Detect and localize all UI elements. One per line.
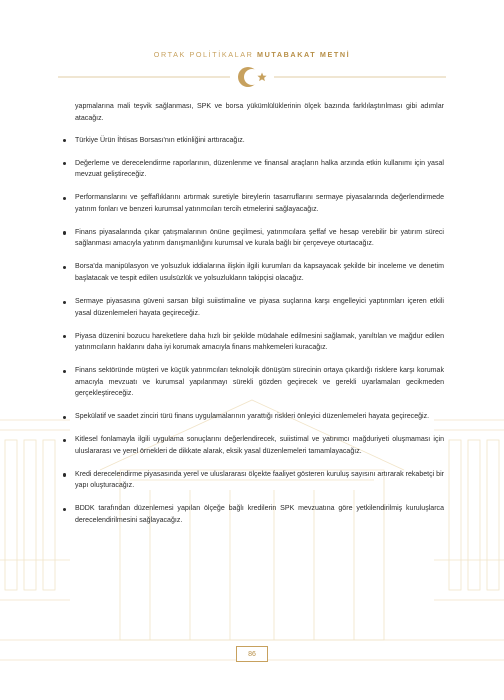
- lead-paragraph: yapmalarına mali teşvik sağlanması, SPK ve borsa yükümlülüklerinin ölçek bazında farklılaştırılması gibi adımlar atacağız.: [75, 103, 444, 122]
- list-item-text: BDDK tarafından düzenlemesi yapılan ölçeğe bağlı kredilerin SPK mevzuatına göre yetkilendirilmiş kuruluşlarca derecelendirilmesini sağlayacağız.: [75, 505, 444, 525]
- page-number: 86: [236, 646, 268, 662]
- bullet-list: [62, 135, 444, 527]
- list-item: [62, 411, 444, 423]
- list-item-text: Finans piyasalarında çıkar çatışmalarının önüne geçilmesi, yatırımcılara şeffaf ve hesap verebilir bir yatırım süreci sağlanması amacıyla yatırım danışmanlığını kurumsal ve kurala bağlı bir çerçeveye oturtacağız.: [75, 228, 444, 248]
- list-item-text: Performanslarını ve şeffaflıklarını artırmak suretiyle bireylerin tasarruflarını sermaye piyasalarında değerlendirmede yatırım fonları ve benzeri kurumsal yatırımcıları tercih etmelerini sağlayacağız.: [75, 194, 444, 213]
- bullet-icon: [63, 473, 66, 476]
- list-item-text: Piyasa düzenini bozucu hareketlere daha hızlı bir şekilde müdahale edilmesini sağlamak, yanıltılan ve mağdur edilen yatırımcıların haklarını daha iyi korumak amacıyla finans mahkemeleri kuracağız.: [75, 332, 444, 352]
- body-content: [62, 101, 444, 538]
- list-item-text: Sermaye piyasasına güveni sarsan bilgi suiistimaline ve piyasa suçlarına karşı engelleyici yaptırımları içeren etkili yasal düzenlemeleri hayata geçireceğiz.: [75, 297, 444, 317]
- bullet-icon: [63, 162, 66, 165]
- list-item-text: Spekülatif ve saadet zinciri türü finans uygulamalarının yarattığı riskleri önleyici düzenlemeleri hayata geçireceğiz.: [75, 413, 430, 421]
- bullet-icon: [63, 335, 66, 338]
- header-title-regular: ORTAK POLİTİKALAR: [153, 50, 254, 59]
- list-item-text: Türkiye Ürün İhtisas Borsası'nın etkinliğini arttıracağız.: [75, 136, 245, 144]
- list-item: [62, 503, 444, 526]
- bullet-icon: [63, 301, 66, 304]
- bullet-icon: [63, 416, 66, 419]
- list-item: [62, 158, 444, 181]
- crescent-star-icon: [0, 62, 504, 92]
- list-item: [62, 227, 444, 250]
- list-item-text: Kredi derecelendirme piyasasında yerel ve uluslararası ölçekte faaliyet gösteren kuruluş sayısını artırarak rekabetçi bir yapı oluşturacağız.: [75, 470, 444, 490]
- bullet-icon: [63, 197, 66, 200]
- list-item-text: Finans sektöründe müşteri ve küçük yatırımcıları teknolojik dönüşüm sürecinin ortaya çıkardığı risklere karşı korumak amacıyla mevzuatı ve kurumsal yapılanmayı sürekli gözden geçirecek ve gerekli uyarlamaları gecikmeden gerçekleştireceğiz.: [75, 367, 444, 398]
- list-item: [62, 365, 444, 400]
- bullet-icon: [63, 370, 66, 373]
- bullet-icon: [63, 266, 66, 269]
- list-item: [62, 434, 444, 457]
- header-title-bold: MUTABAKAT METNİ: [257, 50, 351, 59]
- list-item-text: Değerleme ve derecelendirme raporlarının, düzenlenme ve finansal araçların halka arzında etkin kullanımı için yasal mevzuat geliştireceğiz.: [75, 159, 444, 179]
- list-item-text: Kitlesel fonlamayla ilgili uygulama sonuçlarını değerlendirecek, suiistimal ve yatırımcı mağduriyeti oluşmaması için uluslararası ve yerel örnekleri de dikkate alarak, eksik yasal düzenlemeleri tamamlayacağız.: [75, 436, 444, 455]
- bullet-icon: [63, 231, 66, 234]
- list-item-text: Borsa'da manipülasyon ve yolsuzluk iddialarına ilişkin ilgili kurumları da kapsayacak şekilde bir inceleme ve denetim başlatacak ve tespit edilen usulsüzlük ve yolsuzlukların takipçisi olacağız.: [75, 263, 444, 282]
- bullet-icon: [63, 139, 66, 142]
- list-item: [62, 261, 444, 284]
- list-item: [62, 331, 444, 354]
- running-header: [0, 50, 504, 59]
- list-item: [62, 135, 444, 147]
- list-item: [62, 469, 444, 492]
- list-item: [62, 296, 444, 319]
- list-item: [62, 192, 444, 215]
- bullet-icon: [63, 439, 66, 442]
- bullet-icon: [63, 508, 66, 511]
